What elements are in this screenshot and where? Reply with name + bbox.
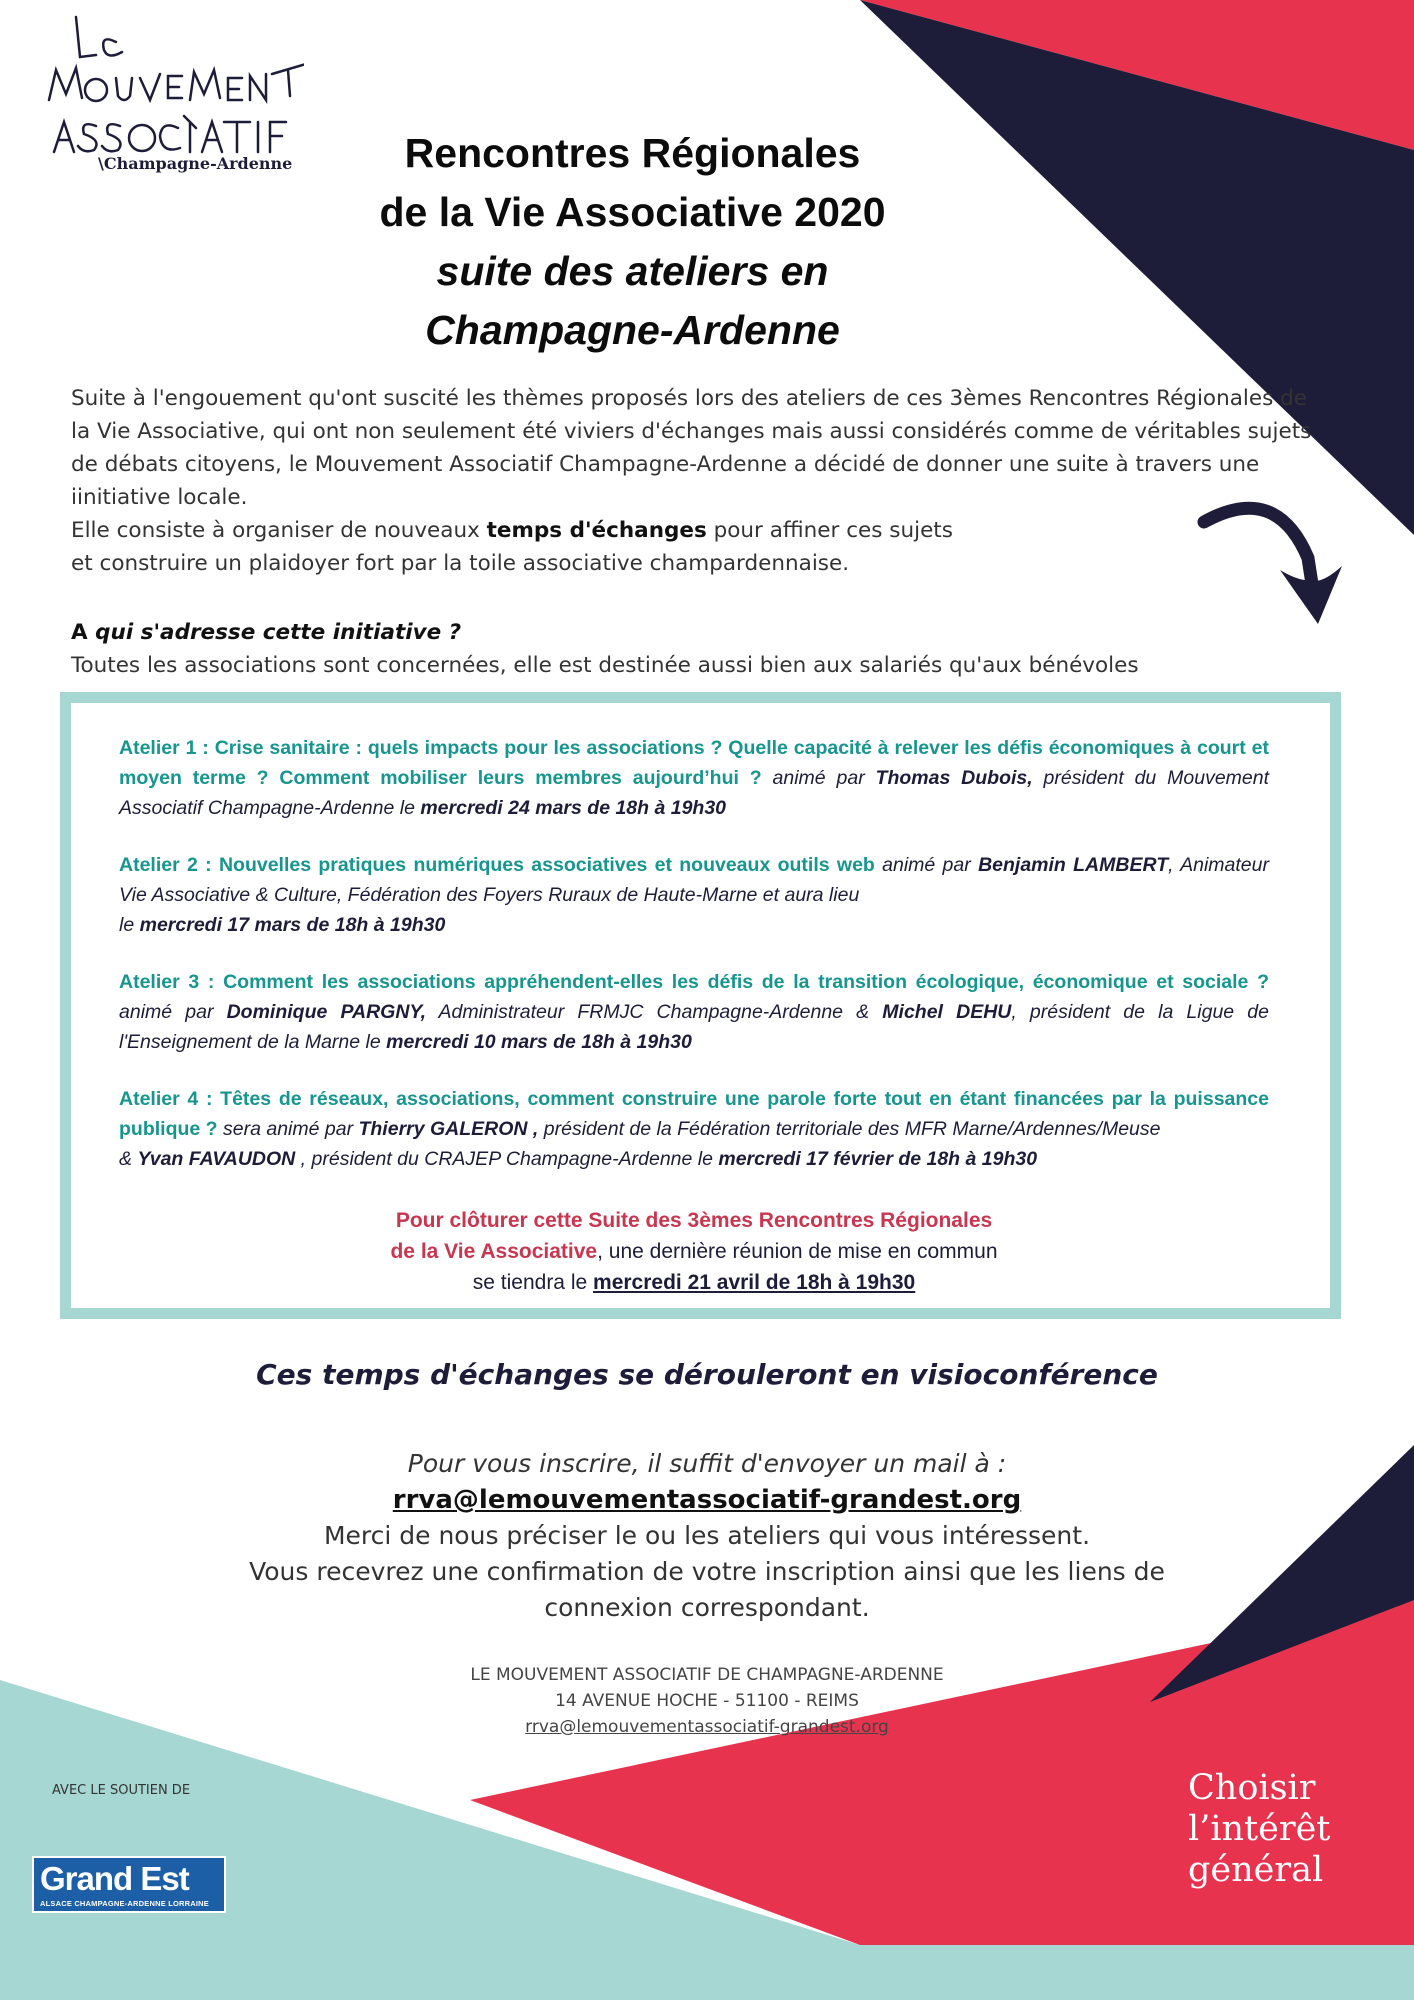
closing-red-line-2: de la Vie Associative xyxy=(390,1240,598,1263)
visio-heading: Ces temps d'échanges se dérouleront en visioconférence xyxy=(256,1358,1158,1391)
atelier-3-title: Atelier 3 : Comment les associations appréhendent-elles les défis de la transition écologique, économique et sociale ? xyxy=(119,971,1269,993)
atelier-3-text-3: , président de la Ligue de l'Enseignement de la Marne le xyxy=(119,1001,1269,1053)
atelier-4-text-1: sera animé par xyxy=(217,1118,359,1140)
inscription-email-link[interactable]: rrva@lemouvementassociatif-grandest.org xyxy=(392,1485,1022,1515)
address-block xyxy=(380,1662,1034,1740)
intro-paragraph-1: Suite à l'engouement qu'ont suscité les thèmes proposés lors des ateliers de ces 3èmes Rencontres Régionales de la Vie Associative, qui ont non seulement été viviers d'échanges mais aussi considérés comme de véritables sujets de débats citoyens, le Mouvement Associatif Champagne-Ardenne a décidé de donner une suite à travers une iinitiative locale. xyxy=(71,386,1312,510)
question-italic: qui s'adresse cette initiative ? xyxy=(95,620,462,645)
question-answer: Toutes les associations sont concernées, elle est destinée aussi bien aux salariés qu'aux bénévoles xyxy=(71,653,1139,678)
atelier-1 xyxy=(119,733,1269,823)
atelier-4-date: mercredi 17 février de 18h à 19h30 xyxy=(718,1148,1038,1170)
atelier-1-date: mercredi 24 mars de 18h à 19h30 xyxy=(420,797,727,819)
intro-paragraph-2 xyxy=(71,514,1341,547)
atelier-4-text-4: , président du CRAJEP Champagne-Ardenne le xyxy=(295,1148,719,1170)
slogan-line-2: l’intérêt xyxy=(1188,1809,1331,1849)
atelier-2-speaker: Benjamin LAMBERT xyxy=(978,854,1169,876)
atelier-1-title: Atelier 1 : Crise sanitaire : quels impacts pour les associations ? Quelle capacité à relever les défis économiques à court et moyen terme ? Comment mobiliser leurs membres aujourd’hui ? xyxy=(119,737,1269,789)
grand-est-logo xyxy=(32,1856,226,1913)
atelier-3-speaker-1: Dominique PARGNY, xyxy=(226,1001,427,1023)
sponsor-label: AVEC LE SOUTIEN DE xyxy=(52,1783,191,1798)
inscription-line-3: Vous recevrez une confirmation de votre inscription ainsi que les liens de xyxy=(249,1557,1165,1586)
atelier-4-title: Atelier 4 : Têtes de réseaux, associations, comment construire une parole forte tout en étant financées par la puissance publique ? xyxy=(119,1088,1269,1140)
closing-red-line-1: Pour clôturer cette Suite des 3èmes Rencontres Régionales xyxy=(395,1209,993,1232)
title-line-2: de la Vie Associative 2020 xyxy=(379,189,886,235)
address-email-link[interactable]: rrva@lemouvementassociatif-grandest.org xyxy=(525,1717,889,1737)
title-line-3: suite des ateliers en xyxy=(436,248,829,294)
intro-p2-after: pour affiner ces sujets xyxy=(706,518,953,543)
slogan xyxy=(1188,1768,1330,1891)
atelier-4-text-3: & xyxy=(119,1148,138,1170)
closing-date: mercredi 21 avril de 18h à 19h30 xyxy=(593,1271,916,1294)
closing-line-3 xyxy=(119,1267,1269,1298)
closing-text-1: , une dernière réunion de mise en commun xyxy=(597,1240,998,1263)
atelier-1-text-1: animé par xyxy=(761,767,876,789)
question-heading xyxy=(71,616,1341,649)
atelier-2-text-1: animé par xyxy=(874,854,979,876)
atelier-3 xyxy=(119,967,1269,1057)
atelier-2-text-3: le xyxy=(119,914,140,936)
inscription-block xyxy=(200,1446,1214,1626)
grand-est-subtitle: ALSACE CHAMPAGNE-ARDENNE LORRAINE xyxy=(40,1899,209,1908)
atelier-4-speaker-1: Thierry GALERON , xyxy=(358,1118,539,1140)
atelier-4-text-2: président de la Fédération territoriale des MFR Marne/Ardennes/Meuse xyxy=(538,1118,1161,1140)
address-org: LE MOUVEMENT ASSOCIATIF DE CHAMPAGNE-ARDENNE xyxy=(470,1665,944,1685)
atelier-1-text-2: président du Mouvement Associatif Champagne-Ardenne le xyxy=(119,767,1270,819)
slogan-line-1: Choisir xyxy=(1188,1768,1316,1808)
slogan-line-3: général xyxy=(1188,1850,1324,1890)
ateliers-box xyxy=(60,692,1341,1319)
logo-subtitle: \Champagne-Ardenne xyxy=(98,154,293,173)
intro-p2-bold: temps d'échanges xyxy=(486,518,707,543)
target-audience xyxy=(71,616,1341,682)
atelier-3-speaker-2: Michel DEHU xyxy=(882,1001,1012,1023)
inscription-line-4: connexion correspondant. xyxy=(544,1593,870,1622)
atelier-2-text-2: , Animateur Vie Associative & Culture, Fédération des Foyers Ruraux de Haute-Marne et aura lieu xyxy=(119,854,1269,906)
page-title xyxy=(300,124,965,360)
inscription-line-1: Pour vous inscrire, il suffit d'envoyer un mail à : xyxy=(407,1449,1007,1478)
atelier-1-speaker: Thomas Dubois, xyxy=(875,767,1033,789)
title-line-4: Champagne-Ardenne xyxy=(425,307,840,353)
atelier-4 xyxy=(119,1084,1269,1174)
atelier-2-date: mercredi 17 mars de 18h à 19h30 xyxy=(139,914,446,936)
closing-meeting xyxy=(119,1205,1269,1298)
intro-p2-before: Elle consiste à organiser de nouveaux xyxy=(71,518,487,543)
closing-text-2: se tiendra le xyxy=(472,1271,594,1294)
atelier-3-date: mercredi 10 mars de 18h à 19h30 xyxy=(386,1031,692,1053)
atelier-3-text-1: animé par xyxy=(119,1001,227,1023)
atelier-2-title: Atelier 2 : Nouvelles pratiques numériques associatives et nouveaux outils web xyxy=(119,854,875,876)
title-line-1: Rencontres Régionales xyxy=(404,130,861,176)
question-a: A xyxy=(71,620,96,645)
inscription-line-2: Merci de nous préciser le ou les ateliers qui vous intéressent. xyxy=(323,1521,1091,1550)
atelier-3-text-2: Administrateur FRMJC Champagne-Ardenne & xyxy=(426,1001,883,1023)
curved-arrow-icon xyxy=(1196,488,1346,628)
atelier-2 xyxy=(119,850,1269,940)
address-street: 14 AVENUE HOCHE - 51100 - REIMS xyxy=(555,1691,859,1711)
atelier-4-speaker-2: Yvan FAVAUDON xyxy=(137,1148,296,1170)
grand-est-name: Grand Est xyxy=(40,1860,189,1897)
closing-line-2 xyxy=(119,1236,1269,1267)
intro-paragraph-3: et construire un plaidoyer fort par la toile associative champardennaise. xyxy=(71,551,850,576)
intro-text xyxy=(71,382,1341,580)
